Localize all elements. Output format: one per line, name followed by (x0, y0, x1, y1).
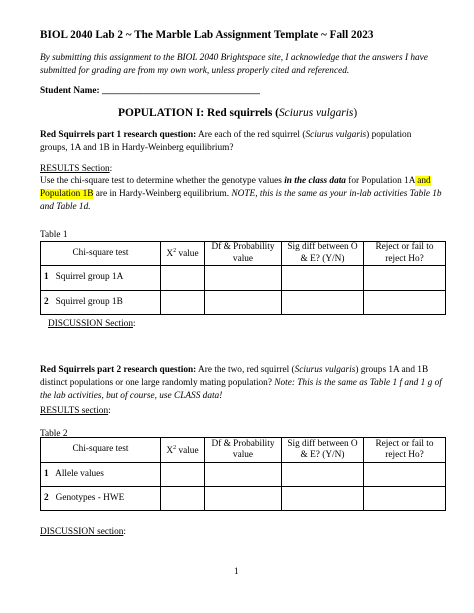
header-x2: $X^2$ value (161, 438, 205, 463)
cell-x2[interactable] (161, 463, 205, 487)
table1 (40, 241, 446, 315)
part1-instructions: Use the chi-square test to determine whether the genotype values in the class data for Population 1A and Population 1B are in Hardy-Weinberg equilibrium. NOTE, this is the same as your in-lab activities Table 1b and Table 1d. (40, 176, 442, 212)
table2 (40, 437, 446, 511)
header-df: Df & Probability value (205, 438, 282, 463)
part1-question: Red Squirrels part 1 research question: Are each of the red squirrel (Sciurus vulgaris) population groups, 1A and 1B in Hardy-Weinberg equilibrium? (40, 130, 412, 153)
header-sig-diff: Sig diff between O & E? (Y/N) (282, 438, 364, 463)
cell-reject[interactable] (364, 463, 446, 487)
population-title: POPULATION I: Red squirrels (Sciurus vulgaris) (118, 107, 358, 119)
cell-sig[interactable] (282, 463, 364, 487)
header-reject: Reject or fail to reject Ho? (364, 242, 446, 266)
cell-df[interactable] (205, 266, 282, 291)
part2-discussion-heading: DISCUSSION section: (40, 527, 127, 537)
header-sig-diff: Sig diff between O & E? (Y/N) (282, 242, 364, 266)
part1-results-heading: RESULTS Section: (40, 164, 113, 174)
cell-reject[interactable] (364, 291, 446, 315)
table-header-row (41, 242, 446, 266)
student-name-row (40, 85, 260, 98)
cell-x2[interactable] (161, 266, 205, 291)
document-title: BIOL 2040 Lab 2 ~ The Marble Lab Assignment Template ~ Fall 2023 (40, 29, 374, 41)
header-reject: Reject or fail to reject Ho? (364, 438, 446, 463)
header-x2: $X^2$ value (161, 242, 205, 266)
cell-sig[interactable] (282, 266, 364, 291)
part2-question: Red Squirrels part 2 research question: Are the two, red squirrel (Sciurus vulgaris) groups 1A and 1B distinct populations or one large randomly mating population? Note: This is the same as Table 1 f and 1 g of the lab activities, but of course, use CLASS data! (40, 365, 442, 401)
row-label: 2 Squirrel group 1B (41, 291, 161, 315)
table-row (41, 487, 446, 511)
cell-sig[interactable] (282, 291, 364, 315)
header-chi-square: Chi-square test (41, 242, 161, 266)
table-row (41, 291, 446, 315)
row-label: 1 Allele values (41, 463, 161, 487)
row-label: 2 Genotypes - HWE (41, 487, 161, 511)
student-name-label: Student Name: (40, 86, 100, 96)
table2-caption: Table 2 (40, 429, 68, 439)
table-header-row (41, 438, 446, 463)
table-row (41, 463, 446, 487)
cell-sig[interactable] (282, 487, 364, 511)
cell-df[interactable] (205, 487, 282, 511)
disclaimer-text: By submitting this assignment to the BIOL 2040 Brightspace site, I acknowledge that the answers I have submitted for grading are from my own work, unless properly cited and referenced. (40, 53, 428, 76)
part1-discussion-heading: DISCUSSION Section: (48, 319, 136, 329)
table1-caption: Table 1 (40, 230, 68, 240)
row-label: 1 Squirrel group 1A (41, 266, 161, 291)
header-chi-square: Chi-square test (41, 438, 161, 463)
header-df: Df & Probability value (205, 242, 282, 266)
cell-df[interactable] (205, 291, 282, 315)
cell-df[interactable] (205, 463, 282, 487)
student-name-line[interactable]: __________________________________ (101, 86, 261, 96)
cell-x2[interactable] (161, 291, 205, 315)
cell-reject[interactable] (364, 266, 446, 291)
cell-reject[interactable] (364, 487, 446, 511)
table-row (41, 266, 446, 291)
part2-results-heading: RESULTS section: (40, 406, 111, 416)
page-number: 1 (234, 567, 239, 577)
cell-x2[interactable] (161, 487, 205, 511)
